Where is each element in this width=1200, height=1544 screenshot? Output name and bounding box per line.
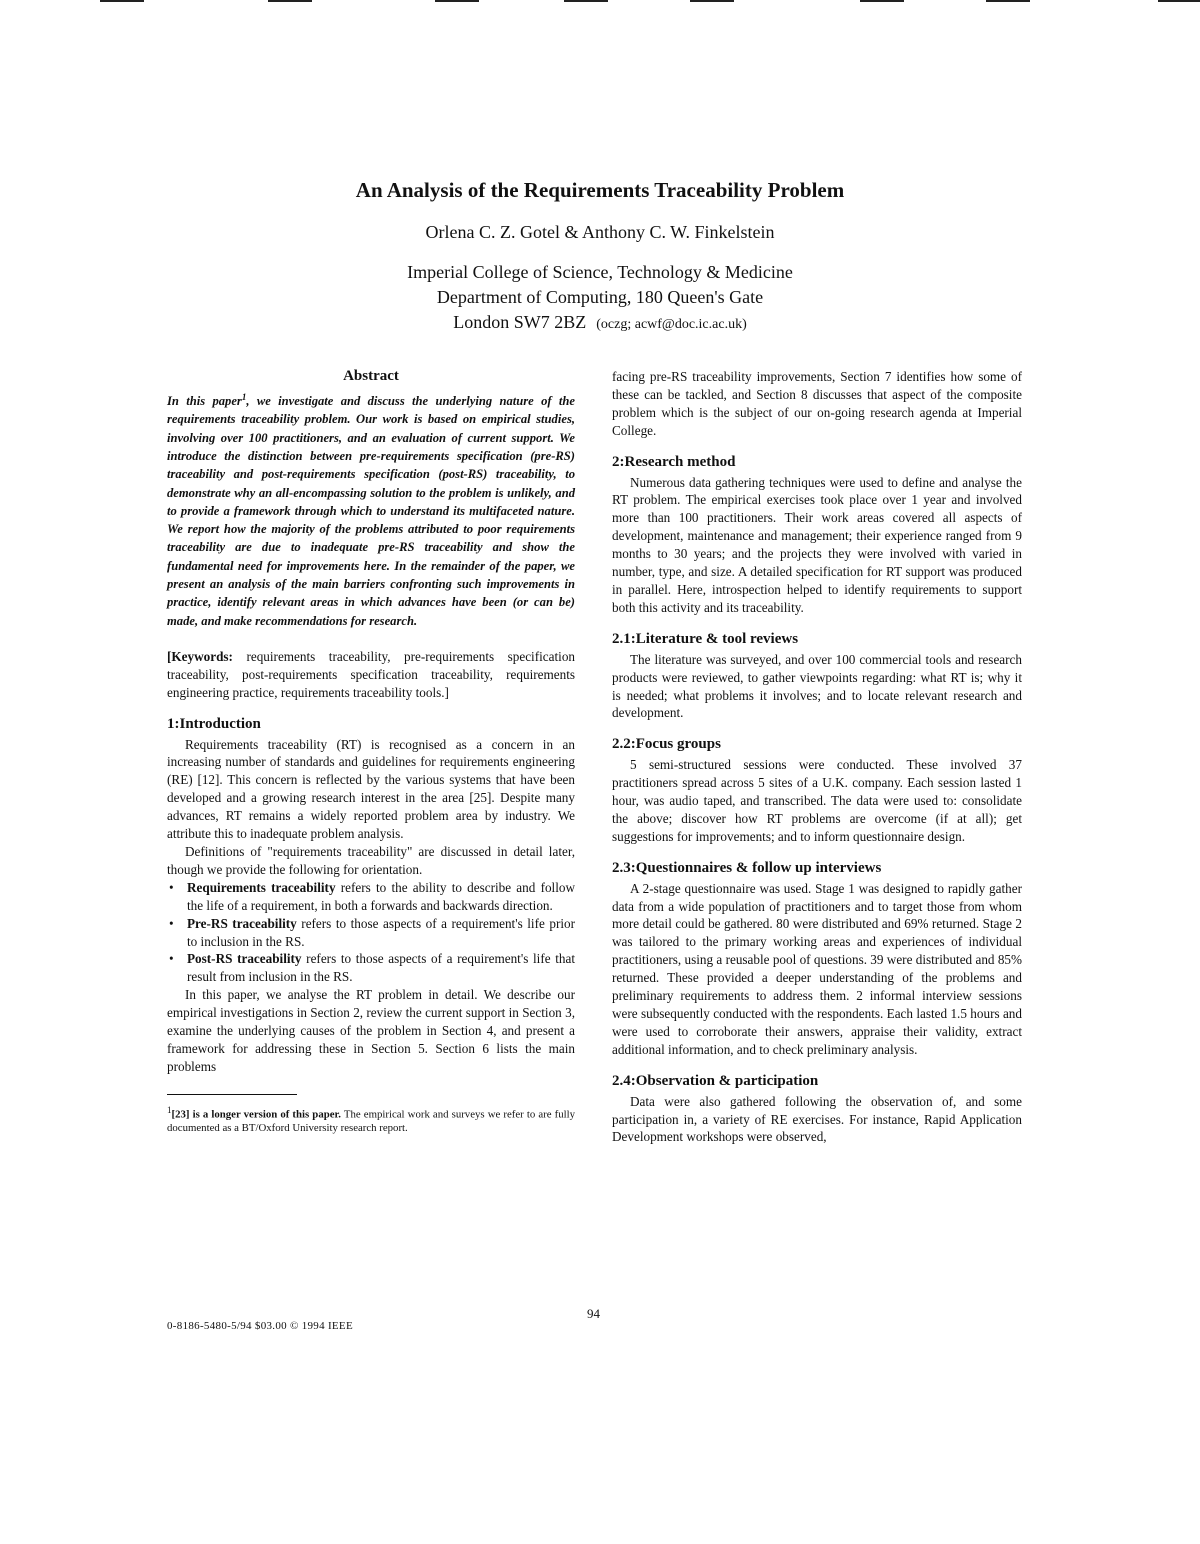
abstract-lead: In this paper <box>167 394 242 409</box>
footnote-marker: 1 <box>167 1104 172 1115</box>
scan-mark <box>690 0 734 2</box>
email-address: (oczg; acwf@doc.ic.ac.uk) <box>596 317 747 332</box>
left-column <box>167 368 575 1135</box>
affiliation-line <box>0 310 1200 337</box>
scan-mark <box>268 0 312 2</box>
paper-title: An Analysis of the Requirements Traceability Problem <box>355 178 845 202</box>
subsection-heading: 2.3:Questionnaires & follow up interviews <box>612 859 882 876</box>
subsection-heading: 2.1:Literature & tool reviews <box>612 630 799 647</box>
section-heading: 2:Research method <box>612 453 736 470</box>
scan-mark <box>564 0 608 2</box>
scan-mark <box>986 0 1030 2</box>
paragraph: Requirements traceability (RT) is recognised as a concern in an increasing number of standards and guidelines for requirements engineering (RE) [12]. This concern is reflected by the various systems that have been developed and a growing research interest in the area [25]. Despite many advances, RT remains a widely reported problem area by industry. We attribute this to inadequate problem analysis. <box>167 736 575 842</box>
definition-term: Post-RS traceability <box>187 951 302 967</box>
definition-term: Pre-RS traceability <box>187 915 297 931</box>
list-item <box>167 879 575 915</box>
subsection-heading: 2.2:Focus groups <box>612 736 721 753</box>
paragraph: The literature was surveyed, and over 100 commercial tools and research products were reviewed, to gather viewpoints regarding: what RT is; why it is needed; what problems it involves; and to locate relevant research and development. <box>612 651 1022 721</box>
copyright-notice: 0-8186-5480-5/94 $03.00 © 1994 IEEE <box>167 1320 353 1332</box>
affiliation-line: Department of Computing, 180 Queen's Gate <box>436 287 764 307</box>
definition-text: refers to the ability to describe and follow the life of a requirement, in both a forwards and backwards direction. <box>187 879 575 913</box>
keywords-text: requirements traceability, pre-requirements specification traceability, post-requirements specification traceability, requirements engineering practice, requirements traceability tools.] <box>167 648 576 700</box>
right-column <box>612 368 1022 1146</box>
footnote <box>167 1103 575 1136</box>
abstract-body: , we investigate and discuss the underlying nature of the requirements traceability problem. Our work is based on empirical studies, involving over 100 practitioners, and an evaluation of current support. We introduce the distinction between pre-requirements specification (pre-RS) traceability and post-requirements specification (post-RS) traceability, to demonstrate why an all-encompassing solution to the problem is unlikely, and to provide a framework through which to understand its multifaceted nature. We report how the majority of the problems attributed to poor requirements traceability are due to inadequate pre-RS traceability and show the fundamental need for improvements here. In the remainder of the paper, we present an analysis of the main barriers confronting such improvements in practice, identify relevant areas in which advances have been (or can be) made, and make recommendations for research. <box>167 394 575 628</box>
address: London SW7 2BZ <box>453 312 587 332</box>
definition-term: Requirements traceability <box>187 879 336 895</box>
paragraph: Numerous data gathering techniques were used to define and analyse the RT problem. The empirical exercises took place over 1 year and involved more than 100 practitioners. Their work areas covered all aspects of development, maintenance and management; their experience ranged from 9 months to 30 years; and the projects they were involved with varied in number, type, and size. A detailed specification for RT support was produced in parallel. Here, introspection helped to identify requirements to support both this activity and its traceability. <box>612 474 1022 615</box>
paragraph: 5 semi-structured sessions were conducted. These involved 37 practitioners spread across 5 sites of a U.K. company. Each session lasted 1 hour, was audio taped, and transcribed. The data were used to: consolidate the above; discover how RT problems are overcome (if at all); get suggestions for improvements; and to inform questionnaire design. <box>612 757 1022 844</box>
keywords-label: [Keywords: <box>167 648 233 664</box>
definition-list <box>167 879 575 986</box>
affiliation-line: Imperial College of Science, Technology & Medicine <box>407 262 793 282</box>
subsection-heading: 2.4:Observation & participation <box>612 1072 819 1089</box>
footnote-rule <box>167 1094 297 1095</box>
definition-text: refers to those aspects of a requirement's life that result from inclusion in the RS. <box>187 951 576 985</box>
footnote-marker: 1 <box>241 391 247 402</box>
bullet-icon: • <box>169 915 174 931</box>
scan-mark <box>100 0 144 2</box>
scan-mark <box>1158 0 1200 2</box>
footnote-reference: [23] is a longer version of this paper. <box>171 1108 342 1121</box>
paragraph: Definitions of "requirements traceability" are discussed in detail later, though we provide the following for orientation. <box>167 844 575 877</box>
affiliation <box>0 260 1200 337</box>
footnote-text: The empirical work and surveys we refer to are fully documented as a BT/Oxford University research report. <box>167 1108 575 1135</box>
bullet-icon: • <box>169 951 174 967</box>
paragraph: Data were also gathered following the observation of, and some participation in, a variety of RE exercises. For instance, Rapid Application Development workshops were observed, <box>612 1093 1022 1145</box>
abstract-text <box>167 388 575 630</box>
list-item <box>167 950 575 986</box>
definition-text: refers to those aspects of a requirement's life prior to inclusion in the RS. <box>187 915 575 949</box>
list-item <box>167 915 575 951</box>
abstract-heading: Abstract <box>343 368 399 384</box>
paragraph: A 2-stage questionnaire was used. Stage 1 was designed to rapidly gather data from a wide population of practitioners and to target those from whom more detail could be gathered. 80 were distributed and 69% returned. Stage 2 was tailored to the primary working areas and experiences of individual practitioners, using a reusable pool of questions. 39 were distributed and 85% returned. These provided a deeper understanding of the problems and preliminary requirements to address them. 2 informal interview sessions were subsequently conducted with the respondents. Each lasted 1.5 hours and were used to corroborate their answers, appraise their validity, extract additional information, and to check preliminary analysis. <box>612 880 1022 1057</box>
page-number: 94 <box>587 1306 600 1321</box>
scan-mark <box>860 0 904 2</box>
section-heading: 1:Introduction <box>167 715 261 732</box>
paragraph: In this paper, we analyse the RT problem in detail. We describe our empirical investigations in Section 2, review the current support in Section 3, examine the underlying causes of the problem in Section 4, and present a framework for addressing these in Section 5. Section 6 lists the main problems <box>167 987 575 1074</box>
keywords <box>167 648 575 702</box>
scan-mark <box>435 0 479 2</box>
bullet-icon: • <box>169 879 174 895</box>
paper-authors: Orlena C. Z. Gotel & Anthony C. W. Finkelstein <box>425 222 775 242</box>
paragraph: facing pre-RS traceability improvements, Section 7 identifies how some of these can be tackled, and Section 8 discusses that aspect of the composite problem which is the subject of our on-going research agenda at Imperial College. <box>612 369 1022 438</box>
